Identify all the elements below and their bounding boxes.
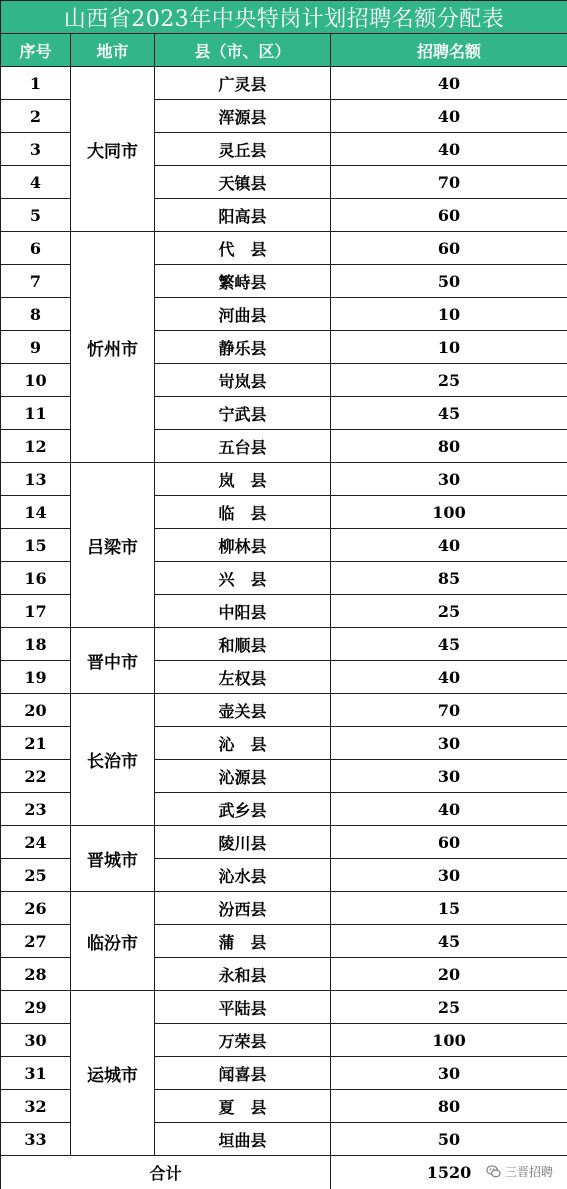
row-number: 12 <box>1 430 71 463</box>
county-cell: 万荣县 <box>155 1024 331 1057</box>
county-cell: 左权县 <box>155 661 331 694</box>
city-cell: 大同市 <box>71 67 155 232</box>
county-cell: 闻喜县 <box>155 1057 331 1090</box>
row-number: 8 <box>1 298 71 331</box>
table-body <box>1 67 567 1156</box>
table-row <box>1 892 567 925</box>
county-cell: 平陆县 <box>155 991 331 1024</box>
county-cell: 垣曲县 <box>155 1123 331 1156</box>
quota-cell: 80 <box>331 430 567 463</box>
row-number: 14 <box>1 496 71 529</box>
quota-cell: 30 <box>331 859 567 892</box>
total-value: 1520 <box>331 1156 567 1189</box>
county-cell: 蒲 县 <box>155 925 331 958</box>
row-number: 7 <box>1 265 71 298</box>
table-row <box>1 694 567 727</box>
row-number: 33 <box>1 1123 71 1156</box>
quota-cell: 30 <box>331 463 567 496</box>
quota-cell: 70 <box>331 166 567 199</box>
quota-cell: 10 <box>331 331 567 364</box>
wechat-icon <box>486 1164 501 1179</box>
table-row <box>1 67 567 100</box>
row-number: 24 <box>1 826 71 859</box>
county-cell: 灵丘县 <box>155 133 331 166</box>
county-cell: 壶关县 <box>155 694 331 727</box>
row-number: 3 <box>1 133 71 166</box>
row-number: 32 <box>1 1090 71 1123</box>
quota-cell: 45 <box>331 925 567 958</box>
table-row <box>1 991 567 1024</box>
county-cell: 河曲县 <box>155 298 331 331</box>
county-cell: 临 县 <box>155 496 331 529</box>
city-cell: 晋中市 <box>71 628 155 694</box>
quota-cell: 100 <box>331 1024 567 1057</box>
row-number: 20 <box>1 694 71 727</box>
row-number: 6 <box>1 232 71 265</box>
table-row <box>1 232 567 265</box>
row-number: 13 <box>1 463 71 496</box>
quota-cell: 40 <box>331 661 567 694</box>
city-cell: 长治市 <box>71 694 155 826</box>
county-cell: 中阳县 <box>155 595 331 628</box>
total-row <box>1 1156 567 1189</box>
county-cell: 沁 县 <box>155 727 331 760</box>
row-number: 11 <box>1 397 71 430</box>
county-cell: 繁峙县 <box>155 265 331 298</box>
quota-cell: 45 <box>331 628 567 661</box>
quota-cell: 30 <box>331 727 567 760</box>
county-cell: 陵川县 <box>155 826 331 859</box>
row-number: 2 <box>1 100 71 133</box>
quota-cell: 25 <box>331 595 567 628</box>
table-row <box>1 826 567 859</box>
quota-cell: 50 <box>331 265 567 298</box>
row-number: 4 <box>1 166 71 199</box>
city-cell: 忻州市 <box>71 232 155 463</box>
quota-cell: 70 <box>331 694 567 727</box>
row-number: 31 <box>1 1057 71 1090</box>
county-cell: 岢岚县 <box>155 364 331 397</box>
header-quota: 招聘名额 <box>331 34 567 67</box>
county-cell: 柳林县 <box>155 529 331 562</box>
table-row <box>1 463 567 496</box>
row-number: 1 <box>1 67 71 100</box>
row-number: 10 <box>1 364 71 397</box>
quota-cell: 25 <box>331 991 567 1024</box>
quota-cell: 40 <box>331 67 567 100</box>
quota-cell: 40 <box>331 529 567 562</box>
table-title: 山西省2023年中央特岗计划招聘名额分配表 <box>1 1 567 34</box>
quota-cell: 40 <box>331 793 567 826</box>
county-cell: 五台县 <box>155 430 331 463</box>
county-cell: 夏 县 <box>155 1090 331 1123</box>
row-number: 17 <box>1 595 71 628</box>
quota-cell: 40 <box>331 100 567 133</box>
quota-cell: 30 <box>331 1057 567 1090</box>
county-cell: 代 县 <box>155 232 331 265</box>
county-cell: 浑源县 <box>155 100 331 133</box>
row-number: 22 <box>1 760 71 793</box>
county-cell: 和顺县 <box>155 628 331 661</box>
quota-cell: 40 <box>331 133 567 166</box>
row-number: 23 <box>1 793 71 826</box>
quota-cell: 60 <box>331 199 567 232</box>
county-cell: 天镇县 <box>155 166 331 199</box>
county-cell: 沁源县 <box>155 760 331 793</box>
quota-cell: 60 <box>331 826 567 859</box>
quota-cell: 45 <box>331 397 567 430</box>
city-cell: 运城市 <box>71 991 155 1156</box>
row-number: 15 <box>1 529 71 562</box>
county-cell: 兴 县 <box>155 562 331 595</box>
quota-cell: 20 <box>331 958 567 991</box>
county-cell: 汾西县 <box>155 892 331 925</box>
county-cell: 永和县 <box>155 958 331 991</box>
county-cell: 广灵县 <box>155 67 331 100</box>
header-city: 地市 <box>71 34 155 67</box>
quota-cell: 30 <box>331 760 567 793</box>
row-number: 27 <box>1 925 71 958</box>
quota-cell: 15 <box>331 892 567 925</box>
row-number: 29 <box>1 991 71 1024</box>
quota-cell: 100 <box>331 496 567 529</box>
county-cell: 沁水县 <box>155 859 331 892</box>
quota-cell: 10 <box>331 298 567 331</box>
quota-cell: 25 <box>331 364 567 397</box>
city-cell: 吕梁市 <box>71 463 155 628</box>
quota-cell: 80 <box>331 1090 567 1123</box>
city-cell: 临汾市 <box>71 892 155 991</box>
row-number: 9 <box>1 331 71 364</box>
row-number: 5 <box>1 199 71 232</box>
row-number: 28 <box>1 958 71 991</box>
row-number: 21 <box>1 727 71 760</box>
row-number: 19 <box>1 661 71 694</box>
city-cell: 晋城市 <box>71 826 155 892</box>
row-number: 25 <box>1 859 71 892</box>
quota-cell: 60 <box>331 232 567 265</box>
row-number: 26 <box>1 892 71 925</box>
county-cell: 武乡县 <box>155 793 331 826</box>
county-cell: 阳高县 <box>155 199 331 232</box>
county-cell: 岚 县 <box>155 463 331 496</box>
row-number: 18 <box>1 628 71 661</box>
row-number: 16 <box>1 562 71 595</box>
county-cell: 宁武县 <box>155 397 331 430</box>
watermark <box>486 1163 553 1180</box>
county-cell: 静乐县 <box>155 331 331 364</box>
total-label: 合计 <box>1 1156 331 1189</box>
quota-cell: 85 <box>331 562 567 595</box>
quota-cell: 50 <box>331 1123 567 1156</box>
table-row <box>1 628 567 661</box>
header-no: 序号 <box>1 34 71 67</box>
watermark-text: 三晋招聘 <box>504 1165 553 1179</box>
header-county: 县（市、区） <box>155 34 331 67</box>
row-number: 30 <box>1 1024 71 1057</box>
